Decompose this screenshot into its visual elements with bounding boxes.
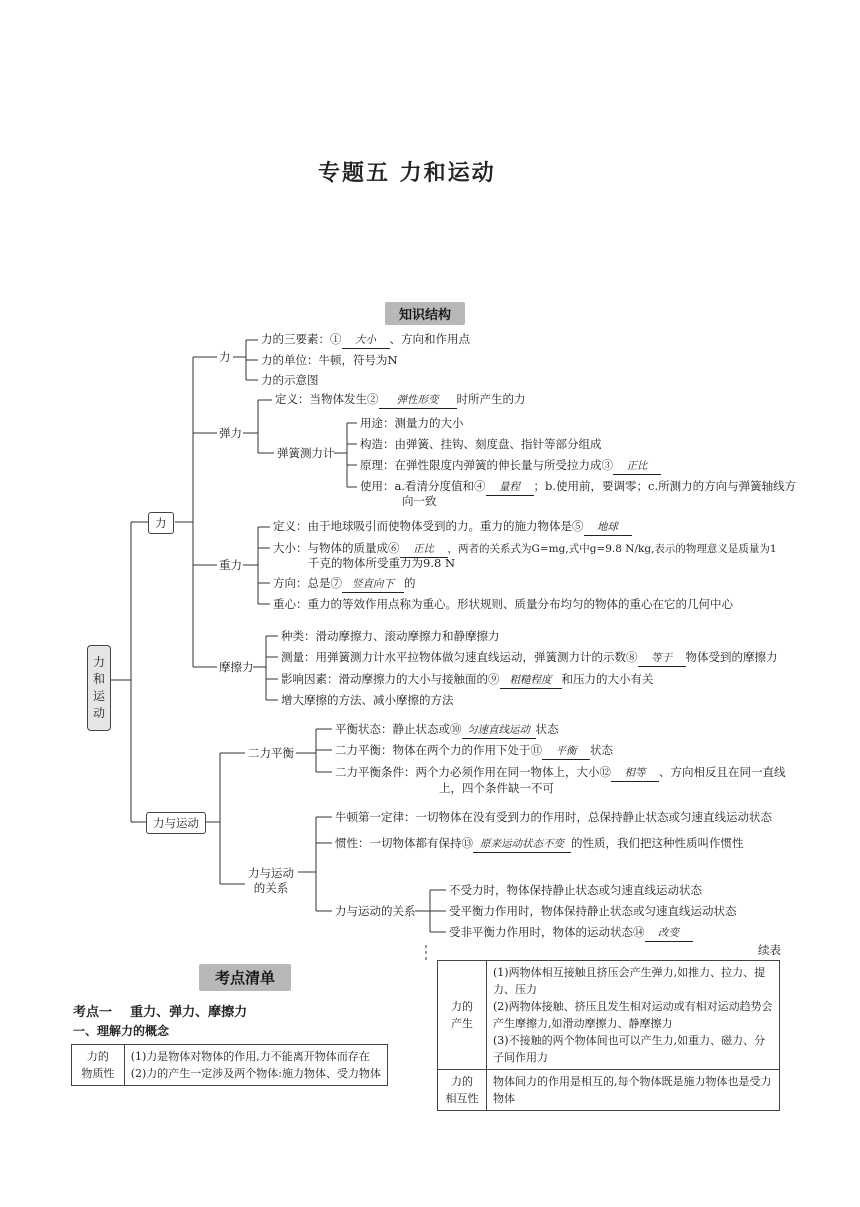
text: ；b.使用前，要调零；c.所测力的方向与弹簧轴线方	[533, 479, 797, 493]
page-title: 专题五 力和运动	[318, 161, 496, 186]
spring-meter-label: 弹簧测力计	[277, 446, 335, 460]
root-label: 力和运动	[92, 655, 105, 720]
balance-condition-line2: 上，四个条件缺一不可	[439, 781, 554, 795]
text: 时所产生的力	[456, 392, 526, 406]
gravity-size-line2: 千克的物体所受重力为9.8 N	[308, 556, 456, 570]
root-node	[87, 645, 111, 731]
table-head-cell: 力的 相互性	[438, 1070, 487, 1111]
text: 惯性：一切物体都有保持	[335, 836, 462, 850]
blank-number: ⑥	[388, 541, 400, 555]
gravity-label: 重力	[219, 558, 242, 572]
blank-number: ⑤	[572, 519, 584, 533]
relation-sub-label: 力与运动的关系	[335, 904, 416, 918]
blank-number: ①	[330, 332, 342, 346]
text: 二力平衡：物体在两个力的作用下处于	[335, 743, 531, 757]
three-elements	[261, 332, 470, 349]
friction-label: 摩擦力	[219, 660, 254, 674]
table-row	[438, 961, 780, 1070]
handwritten-answer: 改变	[645, 926, 693, 942]
text: 状态	[590, 743, 613, 757]
continued-label: 续表	[758, 943, 781, 957]
blank-number: ⑦	[330, 576, 342, 590]
gravity-direction	[273, 576, 416, 593]
blank-number: ⑨	[488, 672, 500, 686]
friction-factor	[281, 672, 654, 689]
three-elements-text: 力的三要素：	[261, 332, 330, 346]
text: 和压力的大小有关	[561, 672, 654, 686]
handwritten-answer: 相等	[611, 766, 659, 782]
text: 物体受到的摩擦力	[685, 650, 778, 664]
force-unit: 力的单位：牛顿，符号为N	[261, 353, 398, 367]
friction-kind: 种类：滑动摩擦力、滚动摩擦力和静摩擦力	[281, 629, 500, 643]
friction-measure	[281, 650, 778, 667]
text: 、方向相反且在同一直线	[659, 765, 786, 779]
gravity-center: 重心：重力的等效作用点称为重心。形状规则、质量分布均匀的物体的重心在它的几何中心	[273, 597, 733, 611]
table-row	[438, 1070, 780, 1111]
table-head-cell: 力的 物质性	[72, 1045, 125, 1086]
gravity-definition	[273, 519, 632, 536]
section-one-heading: 一、理解力的概念	[73, 1024, 170, 1038]
blank-number: ⑫	[599, 765, 611, 779]
table-head-cell: 力的 产生	[438, 961, 487, 1070]
text: 的性质，我们把这种性质叫作惯性	[571, 836, 744, 850]
text: 大小：与物体的质量成	[273, 541, 388, 555]
blank-number: ⑭	[633, 925, 645, 939]
handwritten-answer: 弹性形变	[379, 393, 457, 409]
handwritten-answer: 匀速直线运动	[462, 723, 536, 739]
blank-number: ⑪	[530, 743, 542, 757]
handwritten-answer: 地球	[584, 520, 632, 536]
handwritten-answer: 竖直向下	[342, 577, 404, 593]
handwritten-answer: 平衡	[542, 744, 590, 760]
relation-1: 不受力时，物体保持静止状态或匀速直线运动状态	[449, 883, 702, 897]
friction-method: 增大摩擦的方法、减小摩擦的方法	[281, 693, 454, 707]
force-motion-node: 力与运动	[146, 812, 206, 834]
table-row	[72, 1045, 388, 1086]
exam-points-banner: 考点清单	[199, 964, 291, 991]
handwritten-answer: 量程	[486, 480, 534, 496]
concept-table-right	[437, 960, 780, 1111]
concept-table-left	[71, 1044, 388, 1086]
text: 平衡状态：静止状态或	[335, 722, 450, 736]
table-body-cell: 物体间力的作用是相互的,每个物体既是施力物体也是受力物体	[487, 1070, 780, 1111]
text: 受非平衡力作用时，物体的运动状态	[449, 925, 633, 939]
spring-use: 用途：测量力的大小	[360, 416, 464, 430]
blank-number: ⑩	[450, 722, 462, 736]
handwritten-answer: 正比	[400, 542, 448, 558]
two-force-balance-label: 二力平衡	[248, 746, 294, 760]
inertia	[335, 836, 744, 853]
spring-build: 构造：由弹簧、挂钩、刻度盘、指针等部分组成	[360, 437, 602, 451]
elastic-definition	[275, 392, 526, 409]
text: 定义：由于地球吸引而使物体受到的力。重力的施力物体是	[273, 519, 572, 533]
balance-condition	[335, 765, 786, 782]
text: 方向：总是	[273, 576, 331, 590]
relation-3	[449, 925, 693, 942]
table-body-cell: (1)力是物体对物体的作用,力不能离开物体而存在 (2)力的产生一定涉及两个物体:施力物体、受力物体	[124, 1045, 387, 1086]
three-elements-text: 、方向和作用点	[389, 332, 470, 346]
force-diagram: 力的示意图	[261, 373, 319, 387]
point-one-heading: 考点一 重力、弹力、摩擦力	[73, 1005, 248, 1020]
text: 原理：在弹性限度内弹簧的伸长量与所受拉力成	[360, 458, 602, 472]
knowledge-structure-banner: 知识结构	[385, 302, 465, 325]
spring-principle	[360, 458, 661, 475]
text: 影响因素：滑动摩擦力的大小与接触面的	[281, 672, 488, 686]
text: 测量：用弹簧测力计水平拉物体做匀速直线运动，弹簧测力计的示数	[281, 650, 626, 664]
handwritten-answer: 大小	[342, 333, 390, 349]
text: 状态	[535, 722, 559, 736]
handwritten-answer: 原来运动状态不变	[473, 837, 571, 853]
balance-two	[335, 743, 613, 760]
blank-number: ⑧	[626, 650, 638, 664]
table-body-cell: (1)两物体相互接触且挤压会产生弹力,如推力、拉力、提力、压力 (2)两物体接触、挤压且发生相对运动或有相对运动趋势会产生摩擦力,如滑动摩擦力、静摩擦力 (3)不接触的两个物体间也可以产生力,如重力、磁力、分子间作用力	[487, 961, 780, 1070]
force-node: 力	[148, 512, 174, 534]
handwritten-answer: 等于	[638, 651, 686, 667]
text: ，两者的关系式为G=mg,式中g=9.8 N/kg,表示的物理意义是质量为1	[447, 543, 777, 555]
force-motion-relation-label: 力与运动 的关系	[248, 866, 294, 895]
text: 二力平衡条件：两个力必须作用在同一物体上，大小	[335, 765, 600, 779]
force-sub-label: 力	[219, 350, 231, 364]
elastic-force-label: 弹力	[219, 426, 242, 440]
text: 定义：当物体发生	[275, 392, 367, 406]
balance-state	[335, 722, 559, 739]
handwritten-answer: 正比	[613, 459, 661, 475]
blank-number: ②	[367, 392, 379, 406]
text: 的	[404, 576, 416, 590]
newton-first-law: 牛顿第一定律：一切物体在没有受到力的作用时，总保持静止状态或匀速直线运动状态	[335, 810, 772, 824]
handwritten-answer: 粗糙程度	[500, 673, 562, 689]
blank-number: ⑬	[461, 836, 473, 850]
relation-2: 受平衡力作用时，物体保持静止状态或匀速直线运动状态	[449, 904, 737, 918]
text: 使用：a.看清分度值和	[360, 479, 475, 493]
spring-usage-line2: 向一致	[402, 494, 437, 508]
blank-number: ③	[601, 458, 613, 472]
blank-number: ④	[474, 479, 486, 493]
